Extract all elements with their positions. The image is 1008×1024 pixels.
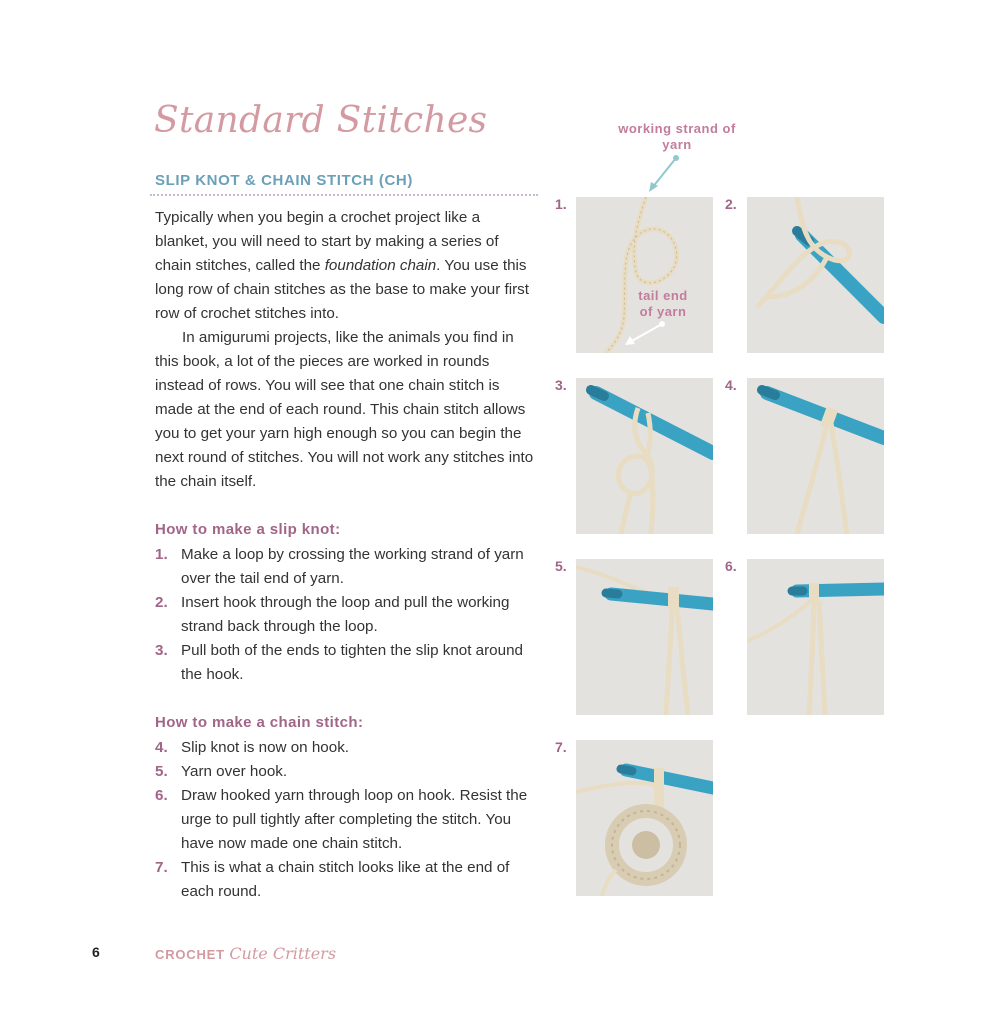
photo-label-7: 7. <box>555 739 567 755</box>
list-item: 2. Insert hook through the loop and pull the working strand back through the loop. <box>155 594 510 635</box>
book-title-footer: CROCHET Cute Critters <box>155 944 337 963</box>
intro-paragraph-2: In amigurumi projects, like the animals you find in this book, a lot of the pieces are worked in rounds instead of rows. You will see that one chain stitch is made at the end of each round. This chain stitch allows you to get your yarn high enough so you can begin the next round of stitches. You will not work any stitches into the chain itself. <box>155 329 534 490</box>
slip-knot-heading: How to make a slip knot: <box>155 521 341 538</box>
dotted-divider <box>150 194 538 196</box>
list-item: 7. This is what a chain stitch looks like at the end of each round. <box>155 859 510 900</box>
photo-label-6: 6. <box>725 558 737 574</box>
section-subtitle: SLIP KNOT & CHAIN STITCH (CH) <box>155 172 413 189</box>
photo-step-4 <box>747 378 884 534</box>
annotation-tail-end: tail end of yarn <box>638 288 688 319</box>
photo-step-6 <box>747 559 884 715</box>
page-title: Standard Stitches <box>154 100 488 141</box>
chain-stitch-steps <box>155 736 535 904</box>
emphasis-foundation-chain: foundation chain <box>324 257 437 274</box>
photo-label-1: 1. <box>555 196 567 212</box>
intro-paragraph-1: Typically when you begin a crochet project like a blanket, you will need to start by making a series of chain stitches, called the foundation chain. You use this long row of chain stitches as the base to make your first row of crochet stitches into. <box>155 209 529 322</box>
photo-label-4: 4. <box>725 377 737 393</box>
list-item: 3. Pull both of the ends to tighten the slip knot around the hook. <box>155 642 523 683</box>
chain-stitch-heading: How to make a chain stitch: <box>155 714 364 731</box>
photo-step-2 <box>747 197 884 353</box>
photo-step-3 <box>576 378 713 534</box>
list-item: 5. Yarn over hook. <box>155 763 288 780</box>
photo-label-3: 3. <box>555 377 567 393</box>
arrow-icon <box>620 320 670 350</box>
list-item: 6. Draw hooked yarn through loop on hook. Resist the urge to pull tightly after completing the stitch. You have now made one chain stitch. <box>155 787 528 852</box>
photo-label-5: 5. <box>555 558 567 574</box>
intro-text <box>155 206 535 494</box>
photo-step-7 <box>576 740 713 896</box>
list-item: 4. Slip knot is now on hook. <box>155 739 350 756</box>
arrow-icon <box>640 154 690 194</box>
photo-label-2: 2. <box>725 196 737 212</box>
photo-step-5 <box>576 559 713 715</box>
page-number: 6 <box>92 944 100 960</box>
slip-knot-steps <box>155 543 535 687</box>
annotation-working-strand: working strand of yarn <box>618 121 736 152</box>
list-item: 1. Make a loop by crossing the working strand of yarn over the tail end of yarn. <box>155 546 524 587</box>
